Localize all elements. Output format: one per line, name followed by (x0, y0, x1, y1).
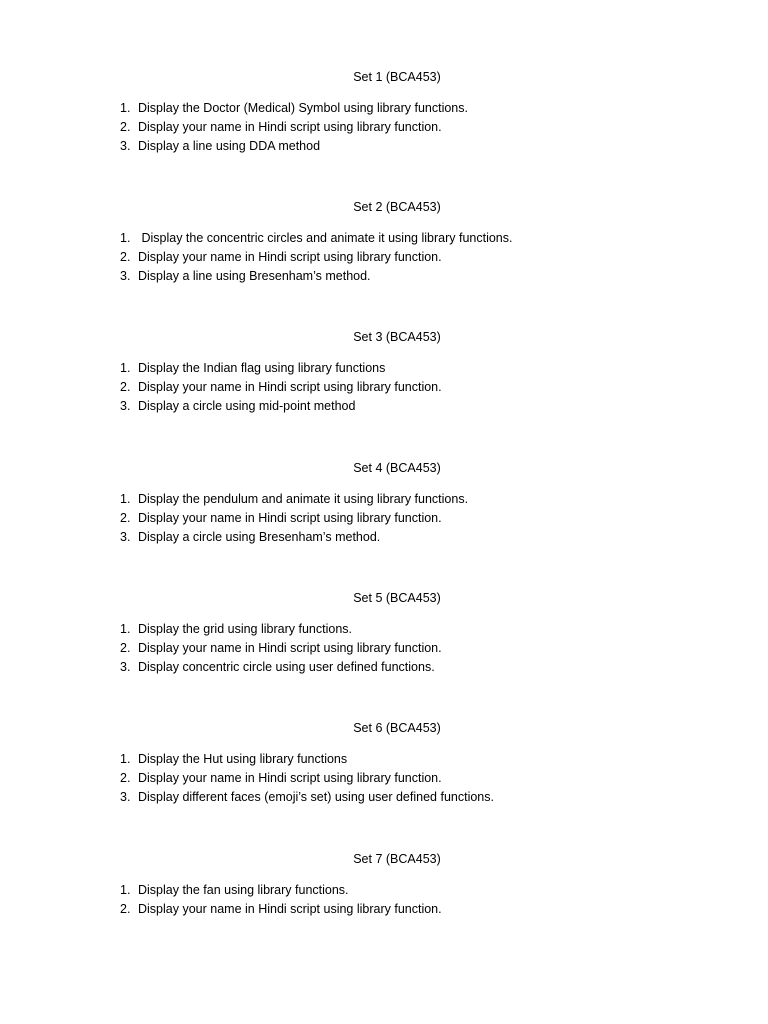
list-text: Display your name in Hindi script using library function. (138, 120, 442, 135)
list-item (0, 397, 768, 416)
list-number: 1. (120, 231, 131, 245)
numbered-list (0, 620, 768, 678)
list-number: 3. (120, 790, 131, 805)
list-text: Display different faces (emoji’s set) using user defined functions. (138, 790, 494, 805)
list-number: 2. (120, 120, 131, 135)
set-title: Set 4 (BCA453) (353, 461, 441, 475)
list-number: 2. (120, 250, 131, 265)
set-title: Set 7 (BCA453) (353, 852, 441, 866)
list-number: 2. (120, 771, 131, 786)
set-title: Set 1 (BCA453) (353, 70, 441, 84)
list-text: Display your name in Hindi script using library function. (138, 511, 442, 526)
list-item (0, 509, 768, 528)
list-text: Display your name in Hindi script using library function. (138, 641, 442, 656)
list-item (0, 528, 768, 547)
list-number: 1. (120, 622, 131, 636)
list-text: Display the Doctor (Medical) Symbol using library functions. (138, 101, 468, 115)
set-title: Set 5 (BCA453) (353, 591, 441, 605)
set-title: Set 6 (BCA453) (353, 721, 441, 735)
list-text: Display the Hut using library functions (138, 752, 348, 766)
numbered-list (0, 229, 768, 287)
list-item (0, 359, 768, 378)
list-text: Display the pendulum and animate it using library functions. (138, 492, 469, 506)
list-number: 3. (120, 660, 131, 675)
list-item (0, 639, 768, 658)
list-text: Display the grid using library functions. (138, 622, 352, 636)
list-number: 3. (120, 399, 131, 414)
list-number: 1. (120, 361, 131, 375)
list-item (0, 788, 768, 807)
list-text: Display the concentric circles and animate it using library functions. (138, 231, 513, 245)
list-text: Display the fan using library functions. (138, 883, 349, 897)
list-item (0, 378, 768, 397)
list-number: 2. (120, 641, 131, 656)
list-item (0, 881, 768, 900)
numbered-list (0, 881, 768, 919)
list-text: Display a circle using Bresenham’s method. (138, 530, 381, 545)
list-number: 2. (120, 511, 131, 526)
list-item (0, 900, 768, 919)
list-number: 3. (120, 269, 131, 284)
list-text: Display the Indian flag using library functions (138, 361, 386, 375)
list-text: Display your name in Hindi script using library function. (138, 380, 442, 395)
list-number: 3. (120, 530, 131, 545)
list-item (0, 769, 768, 788)
list-number: 3. (120, 139, 131, 154)
list-text: Display your name in Hindi script using library function. (138, 250, 442, 265)
list-text: Display your name in Hindi script using library function. (138, 771, 442, 786)
list-text: Display your name in Hindi script using library function. (138, 902, 442, 917)
list-text: Display a line using Bresenham’s method. (138, 269, 371, 284)
list-text: Display concentric circle using user defined functions. (138, 660, 435, 675)
numbered-list (0, 99, 768, 157)
list-item (0, 229, 768, 248)
list-item (0, 137, 768, 156)
numbered-list (0, 359, 768, 417)
list-number: 1. (120, 492, 131, 506)
set-title: Set 2 (BCA453) (353, 200, 441, 214)
list-number: 1. (120, 883, 131, 897)
list-text: Display a line using DDA method (138, 139, 321, 154)
set-title: Set 3 (BCA453) (353, 330, 441, 344)
list-item (0, 658, 768, 677)
list-number: 1. (120, 752, 131, 766)
list-item (0, 99, 768, 118)
list-item (0, 750, 768, 769)
list-item (0, 620, 768, 639)
list-item (0, 267, 768, 286)
list-text: Display a circle using mid-point method (138, 399, 356, 414)
numbered-list (0, 490, 768, 548)
list-number: 1. (120, 101, 131, 115)
list-item (0, 118, 768, 137)
list-item (0, 490, 768, 509)
list-number: 2. (120, 902, 131, 917)
numbered-list (0, 750, 768, 808)
list-item (0, 248, 768, 267)
list-number: 2. (120, 380, 131, 395)
